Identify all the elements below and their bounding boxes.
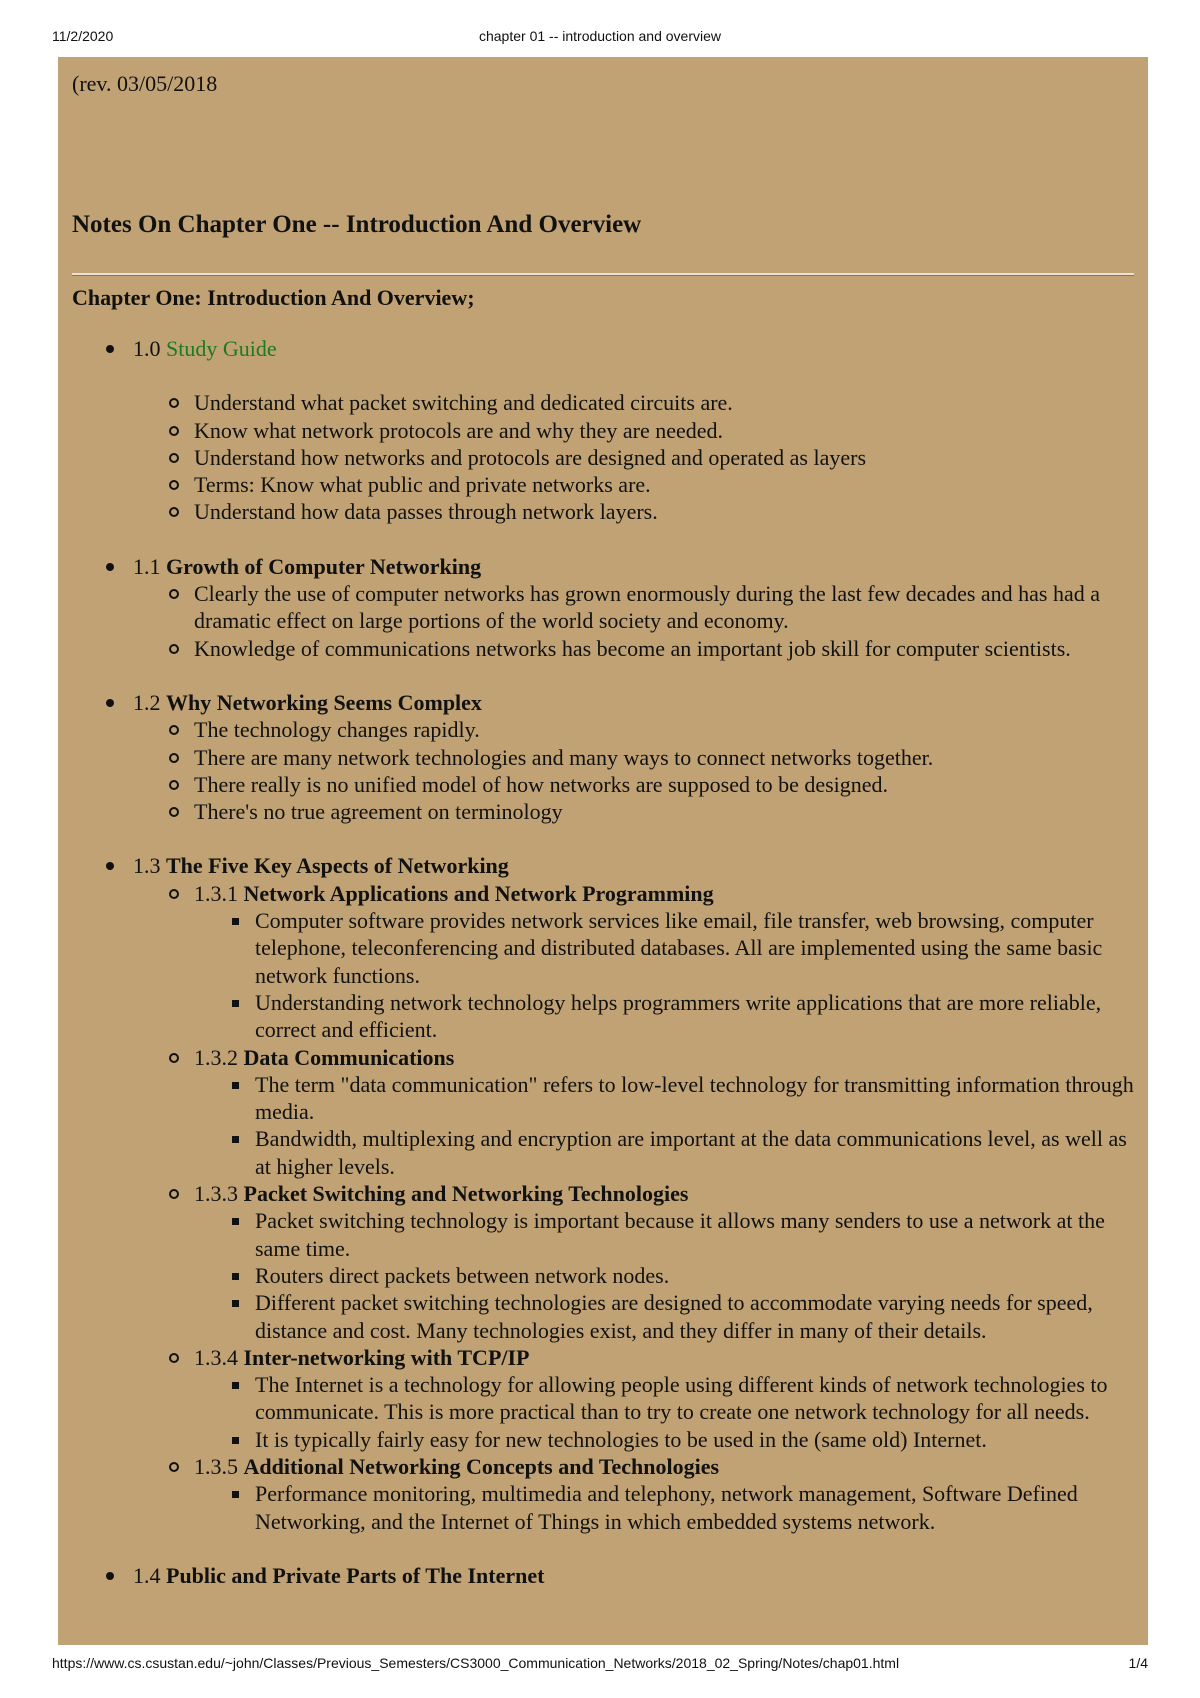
subsection-number: 1.3.5 (194, 1453, 238, 1479)
section-number: 1.0 (133, 336, 161, 361)
list-item: Packet switching technology is important because it allows many senders to use a network at the same time. (255, 1207, 1137, 1262)
circle-bullet-icon (169, 453, 179, 463)
section-title: Why Networking Seems Complex (166, 689, 482, 715)
circle-bullet-icon (169, 644, 179, 654)
circle-bullet-icon (169, 1462, 179, 1472)
disc-bullet-icon (106, 345, 114, 353)
subsection-number: 1.3.2 (194, 1044, 238, 1070)
subsection-items (194, 907, 1137, 1043)
subsection-items (194, 1207, 1137, 1343)
list-item: The technology changes rapidly. (194, 716, 1137, 743)
list-item: The Internet is a technology for allowing people using different kinds of network technologies to communicate. This is more practical than to try to create one network technology for all needs. (255, 1371, 1137, 1426)
disc-bullet-icon (106, 1572, 114, 1580)
disc-bullet-icon (106, 699, 114, 707)
circle-bullet-icon (169, 725, 179, 735)
study-guide-link[interactable]: Study Guide (166, 336, 277, 361)
list-item: Understand what packet switching and dedicated circuits are. (194, 389, 1137, 416)
subsection-1-3-3 (194, 1180, 1137, 1344)
list-item: The term "data communication" refers to low-level technology for transmitting information through media. (255, 1071, 1137, 1126)
list-item: Know what network protocols are and why they are needed. (194, 417, 1137, 444)
list-item: It is typically fairly easy for new technologies to be used in the (same old) Internet. (255, 1426, 1137, 1453)
subsection-title: Packet Switching and Networking Technologies (243, 1181, 689, 1207)
list-item: Computer software provides network services like email, file transfer, web browsing, computer telephone, teleconferencing and distributed databases. All are implemented using the same basic network functions. (255, 907, 1137, 989)
list-item: There really is no unified model of how networks are supposed to be designed. (194, 771, 1137, 798)
square-bullet-icon (232, 1273, 239, 1280)
circle-bullet-icon (169, 507, 179, 517)
section-1-3 (72, 852, 1137, 1534)
disc-bullet-icon (106, 862, 114, 870)
subsection-items (194, 1371, 1137, 1453)
circle-bullet-icon (169, 1189, 179, 1199)
revision-note: (rev. 03/05/2018 (72, 71, 218, 96)
square-bullet-icon (232, 1082, 239, 1089)
section-1-2 (72, 689, 1137, 825)
subsection-number: 1.3.4 (194, 1344, 238, 1370)
chapter-heading: Chapter One: Introduction And Overview; (72, 285, 475, 310)
square-bullet-icon (232, 1300, 239, 1307)
circle-bullet-icon (169, 426, 179, 436)
list-item: Understanding network technology helps programmers write applications that are more reliable, correct and efficient. (255, 989, 1137, 1044)
square-bullet-icon (232, 1000, 239, 1007)
subsection-list (133, 880, 1137, 1535)
circle-bullet-icon (169, 589, 179, 599)
subsection-1-3-1 (194, 880, 1137, 1044)
section-number: 1.4 (133, 1562, 161, 1588)
section-items (133, 580, 1137, 662)
circle-bullet-icon (169, 1353, 179, 1363)
horizontal-rule (72, 273, 1134, 276)
section-items (133, 716, 1137, 825)
list-item: There's no true agreement on terminology (194, 798, 1137, 825)
page-number: 1/4 (1128, 1655, 1148, 1671)
circle-bullet-icon (169, 780, 179, 790)
section-number: 1.2 (133, 689, 161, 715)
print-title: chapter 01 -- introduction and overview (478, 28, 722, 44)
section-number: 1.3 (133, 853, 161, 879)
print-date: 11/2/2020 (52, 28, 114, 44)
subsection-1-3-4 (194, 1344, 1137, 1453)
subsection-items (194, 1480, 1137, 1535)
subsection-title: Data Communications (243, 1044, 455, 1070)
section-1-0 (72, 335, 1137, 526)
list-item: Performance monitoring, multimedia and telephony, network management, Software Defined Networking, and the Internet of Things in which embedded systems network. (255, 1480, 1137, 1535)
subsection-items (194, 1071, 1137, 1180)
list-item: Understand how networks and protocols are designed and operated as layers (194, 444, 1137, 471)
circle-bullet-icon (169, 398, 179, 408)
circle-bullet-icon (169, 1053, 179, 1063)
disc-bullet-icon (106, 563, 114, 571)
print-url: https://www.cs.csustan.edu/~john/Classes/Previous_Semesters/CS3000_Communication_Networks/2018_02_Spring/Notes/chap01.html (52, 1655, 900, 1671)
list-item: Terms: Know what public and private networks are. (194, 471, 1137, 498)
square-bullet-icon (232, 1218, 239, 1225)
list-item: Bandwidth, multiplexing and encryption are important at the data communications level, as well as at higher levels. (255, 1125, 1137, 1180)
circle-bullet-icon (169, 889, 179, 899)
page-title: Notes On Chapter One -- Introduction And Overview (72, 211, 642, 238)
subsection-title: Inter-networking with TCP/IP (243, 1344, 530, 1370)
section-1-4 (72, 1562, 1137, 1589)
section-list (72, 335, 1137, 1589)
notes-content (72, 335, 1137, 1616)
subsection-1-3-5 (194, 1453, 1137, 1535)
circle-bullet-icon (169, 480, 179, 490)
section-number: 1.1 (133, 553, 161, 579)
subsection-number: 1.3.1 (194, 880, 238, 906)
section-title: The Five Key Aspects of Networking (166, 853, 509, 879)
list-item: Different packet switching technologies are designed to accommodate varying needs for speed, distance and cost. Many technologies exist, and they differ in many of their details. (255, 1289, 1137, 1344)
list-item: Clearly the use of computer networks has grown enormously during the last few decades and has had a dramatic effect on large portions of the world society and economy. (194, 580, 1137, 635)
list-item: Understand how data passes through network layers. (194, 498, 1137, 525)
square-bullet-icon (232, 918, 239, 925)
subsection-1-3-2 (194, 1044, 1137, 1180)
square-bullet-icon (232, 1136, 239, 1143)
subsection-title: Additional Networking Concepts and Technologies (243, 1453, 720, 1479)
subsection-number: 1.3.3 (194, 1181, 238, 1207)
section-items (133, 389, 1137, 525)
section-title: Public and Private Parts of The Internet (166, 1562, 545, 1588)
square-bullet-icon (232, 1491, 239, 1498)
document-page (58, 57, 1148, 1645)
square-bullet-icon (232, 1437, 239, 1444)
square-bullet-icon (232, 1382, 239, 1389)
section-title: Growth of Computer Networking (166, 553, 482, 579)
circle-bullet-icon (169, 753, 179, 763)
subsection-title: Network Applications and Network Programming (243, 880, 714, 906)
circle-bullet-icon (169, 807, 179, 817)
list-item: Knowledge of communications networks has become an important job skill for computer scientists. (194, 635, 1137, 662)
list-item: There are many network technologies and many ways to connect networks together. (194, 744, 1137, 771)
section-1-1 (72, 553, 1137, 662)
list-item: Routers direct packets between network nodes. (255, 1262, 1137, 1289)
